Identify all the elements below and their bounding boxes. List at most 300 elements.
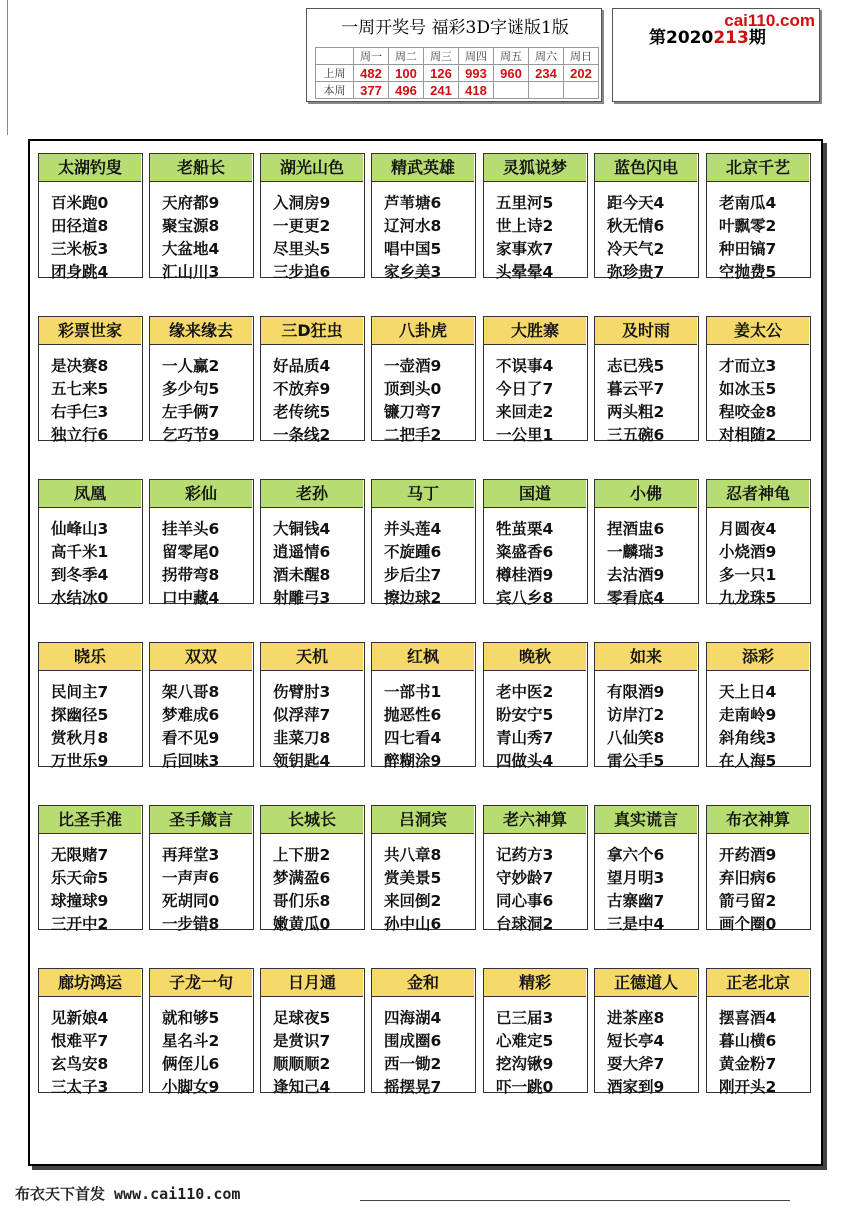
riddle-line: 梦满盈6 <box>273 869 331 887</box>
cell-author-title: 晚秋 <box>484 643 586 671</box>
riddle-line: 架八哥8 <box>162 683 220 701</box>
cell-author-title: 大胜寨 <box>484 317 586 345</box>
riddle-line: 是赏识7 <box>273 1032 331 1050</box>
cell-riddle-lines <box>51 518 108 610</box>
riddle-line: 唱中国5 <box>384 240 442 258</box>
cell-author-title: 双双 <box>150 643 252 671</box>
riddle-line: 多少句5 <box>162 380 220 398</box>
cell-author-title: 吕洞宾 <box>372 806 474 834</box>
cell-riddle-lines <box>384 844 441 936</box>
cell-riddle-lines <box>384 355 441 447</box>
riddle-line: 守妙龄7 <box>496 869 554 887</box>
riddle-line: 今日了7 <box>496 380 554 398</box>
result-number: 960 <box>494 65 529 82</box>
riddle-cell <box>149 968 254 1096</box>
cell-author-title: 精彩 <box>484 969 586 997</box>
riddle-line: 一条线2 <box>273 426 331 444</box>
cell-author-title: 小佛 <box>595 480 697 508</box>
riddle-line: 顶到头0 <box>384 380 442 398</box>
riddle-line: 嫩黄瓜0 <box>273 915 331 933</box>
result-number <box>494 82 529 99</box>
issue-panel <box>612 8 820 102</box>
riddle-line: 独立行6 <box>51 426 109 444</box>
cell-author-title: 正老北京 <box>707 969 809 997</box>
cell-riddle-lines <box>496 518 553 610</box>
riddle-line: 民间主7 <box>51 683 109 701</box>
this-week-row <box>316 82 599 99</box>
weekly-results-table <box>315 47 599 99</box>
riddle-line: 韭菜刀8 <box>273 729 331 747</box>
riddle-line: 不旋踵6 <box>384 543 442 561</box>
riddle-line: 拿六个6 <box>607 846 665 864</box>
riddle-line: 抛恶性6 <box>384 706 442 724</box>
riddle-cell <box>149 153 254 281</box>
riddle-line: 醉糊涂9 <box>384 752 442 770</box>
riddle-cell <box>260 153 365 281</box>
riddle-line: 俩侄儿6 <box>162 1055 220 1073</box>
riddle-line: 玄鸟安8 <box>51 1055 109 1073</box>
riddle-line: 乞巧节9 <box>162 426 220 444</box>
riddle-line: 后回味3 <box>162 752 220 770</box>
riddle-line: 恨难平7 <box>51 1032 109 1050</box>
cell-riddle-lines <box>51 1007 108 1099</box>
riddle-line: 一人赢2 <box>162 357 220 375</box>
cell-author-title: 老六神算 <box>484 806 586 834</box>
cell-author-title: 及时雨 <box>595 317 697 345</box>
riddle-cell <box>38 153 143 281</box>
riddle-line: 有限酒9 <box>607 683 665 701</box>
riddle-line: 开药酒9 <box>719 846 777 864</box>
riddle-cell <box>149 642 254 770</box>
cell-riddle-lines <box>51 355 108 447</box>
riddle-line: 四做头4 <box>496 752 554 770</box>
riddle-line: 逢知己4 <box>273 1078 331 1096</box>
riddle-line: 粢盛香6 <box>496 543 554 561</box>
riddle-cell <box>594 968 699 1096</box>
riddle-line: 老传统5 <box>273 403 331 421</box>
riddle-line: 弃旧病6 <box>719 869 777 887</box>
riddle-line: 弥珍贵7 <box>607 263 665 281</box>
riddle-line: 一声声6 <box>162 869 220 887</box>
riddle-line: 三是中4 <box>607 915 665 933</box>
cell-author-title: 姜太公 <box>707 317 809 345</box>
riddle-line: 距今天4 <box>607 194 665 212</box>
cell-author-title: 子龙一句 <box>150 969 252 997</box>
riddle-line: 赏秋月8 <box>51 729 109 747</box>
cell-author-title: 日月通 <box>261 969 363 997</box>
riddle-cell <box>371 153 476 281</box>
weekly-results-panel <box>306 8 602 102</box>
riddle-line: 尽里头5 <box>273 240 331 258</box>
riddle-line: 不误事4 <box>496 357 554 375</box>
riddle-line: 酒未醒8 <box>273 566 331 584</box>
cell-author-title: 晓乐 <box>39 643 141 671</box>
riddle-cell <box>260 805 365 933</box>
cell-riddle-lines <box>273 355 330 447</box>
left-margin-line <box>0 0 8 135</box>
riddle-line: 去沽酒9 <box>607 566 665 584</box>
riddle-line: 一部书1 <box>384 683 442 701</box>
riddle-line: 辽河水8 <box>384 217 442 235</box>
cell-author-title: 精武英雄 <box>372 154 474 182</box>
riddle-line: 四海湖4 <box>384 1009 442 1027</box>
riddle-line: 左手俩7 <box>162 403 220 421</box>
cell-riddle-lines <box>273 1007 330 1099</box>
cell-author-title: 天机 <box>261 643 363 671</box>
cell-author-title: 正德道人 <box>595 969 697 997</box>
cell-author-title: 金和 <box>372 969 474 997</box>
cell-author-title: 国道 <box>484 480 586 508</box>
cell-author-title: 缘来缘去 <box>150 317 252 345</box>
riddle-line: 家乡美3 <box>384 263 442 281</box>
days-row <box>316 48 599 65</box>
day-header: 周一 <box>354 48 389 65</box>
riddle-line: 好品质4 <box>273 357 331 375</box>
cell-author-title: 八卦虎 <box>372 317 474 345</box>
riddle-cell <box>149 805 254 933</box>
cell-author-title: 廊坊鸿运 <box>39 969 141 997</box>
cell-riddle-lines <box>607 681 664 773</box>
riddle-line: 口中藏4 <box>162 589 220 607</box>
riddle-line: 樽桂酒9 <box>496 566 554 584</box>
riddle-line: 空抛费5 <box>719 263 777 281</box>
cell-riddle-lines <box>719 1007 776 1099</box>
cell-author-title: 凤凰 <box>39 480 141 508</box>
riddle-line: 仙峰山3 <box>51 520 109 538</box>
riddle-cell <box>38 479 143 607</box>
riddle-line: 五七来5 <box>51 380 109 398</box>
cell-riddle-lines <box>496 192 553 284</box>
riddle-line: 见新娘4 <box>51 1009 109 1027</box>
riddle-line: 零看底4 <box>607 589 665 607</box>
riddle-line: 青山秀7 <box>496 729 554 747</box>
riddle-cell <box>260 479 365 607</box>
riddle-line: 盼安宁5 <box>496 706 554 724</box>
riddle-line: 三太子3 <box>51 1078 109 1096</box>
riddle-cell <box>483 479 588 607</box>
riddle-line: 黄金粉7 <box>719 1055 777 1073</box>
riddle-cell <box>149 479 254 607</box>
cell-author-title: 灵狐说梦 <box>484 154 586 182</box>
riddle-line: 挖沟锹9 <box>496 1055 554 1073</box>
riddle-cell <box>594 642 699 770</box>
cell-riddle-lines <box>162 681 219 773</box>
riddle-line: 汇山川3 <box>162 263 220 281</box>
cell-author-title: 添彩 <box>707 643 809 671</box>
riddle-line: 九龙珠5 <box>719 589 777 607</box>
riddle-line: 射雕弓3 <box>273 589 331 607</box>
corner-cell <box>316 48 354 65</box>
riddle-cell <box>706 479 811 607</box>
cell-author-title: 忍者神龟 <box>707 480 809 508</box>
row-label: 本周 <box>316 82 354 99</box>
result-number: 100 <box>389 65 424 82</box>
riddle-line: 上下册2 <box>273 846 331 864</box>
riddle-line: 头晕晕4 <box>496 263 554 281</box>
riddle-cell <box>371 642 476 770</box>
riddle-line: 一壶酒9 <box>384 357 442 375</box>
cell-riddle-lines <box>384 518 441 610</box>
riddle-line: 并头莲4 <box>384 520 442 538</box>
issue-prefix: 第2020 <box>649 28 714 48</box>
riddle-line: 访岸汀2 <box>607 706 665 724</box>
riddle-line: 老中医2 <box>496 683 554 701</box>
cell-author-title: 马丁 <box>372 480 474 508</box>
riddle-cell <box>594 805 699 933</box>
cell-author-title: 湖光山色 <box>261 154 363 182</box>
riddle-line: 小脚女9 <box>162 1078 220 1096</box>
riddle-line: 再拜堂3 <box>162 846 220 864</box>
cell-riddle-lines <box>162 518 219 610</box>
day-header: 周日 <box>564 48 599 65</box>
cell-riddle-lines <box>719 844 776 936</box>
cell-author-title: 北京千艺 <box>707 154 809 182</box>
cell-author-title: 布衣神算 <box>707 806 809 834</box>
riddle-line: 小烧酒9 <box>719 543 777 561</box>
riddle-line: 画个圈0 <box>719 915 777 933</box>
riddle-line: 程咬金8 <box>719 403 777 421</box>
cell-riddle-lines <box>496 355 553 447</box>
riddle-cell <box>260 316 365 444</box>
day-header: 周四 <box>459 48 494 65</box>
riddle-line: 哥们乐8 <box>273 892 331 910</box>
riddle-line: 田径道8 <box>51 217 109 235</box>
result-number <box>529 82 564 99</box>
riddle-line: 一麟瑞3 <box>607 543 665 561</box>
riddle-line: 二把手2 <box>384 426 442 444</box>
riddle-line: 镰刀弯7 <box>384 403 442 421</box>
riddle-line: 赏美景5 <box>384 869 442 887</box>
footer-credit[interactable]: 布衣天下首发 www.cai110.com <box>15 1185 241 1203</box>
riddle-line: 万世乐9 <box>51 752 109 770</box>
riddle-line: 家事欢7 <box>496 240 554 258</box>
riddle-line: 西一锄2 <box>384 1055 442 1073</box>
riddle-cell <box>38 805 143 933</box>
riddle-line: 看不见9 <box>162 729 220 747</box>
riddle-line: 斜角线3 <box>719 729 777 747</box>
riddle-line: 吓一跳0 <box>496 1078 554 1096</box>
riddle-cell <box>594 153 699 281</box>
riddle-line: 擦边球2 <box>384 589 442 607</box>
cell-riddle-lines <box>496 1007 553 1099</box>
riddle-line: 足球夜5 <box>273 1009 331 1027</box>
riddle-line: 月圆夜4 <box>719 520 777 538</box>
riddle-line: 三米板3 <box>51 240 109 258</box>
riddle-line: 八仙笑8 <box>607 729 665 747</box>
cell-author-title: 三D狂虫 <box>261 317 363 345</box>
riddle-cell <box>706 805 811 933</box>
cell-author-title: 彩票世家 <box>39 317 141 345</box>
riddle-cell <box>706 968 811 1096</box>
riddle-line: 三开中2 <box>51 915 109 933</box>
riddle-line: 来回走2 <box>496 403 554 421</box>
riddle-line: 同心事6 <box>496 892 554 910</box>
riddle-cell <box>483 153 588 281</box>
riddle-line: 酒家到9 <box>607 1078 665 1096</box>
cell-riddle-lines <box>273 192 330 284</box>
riddle-line: 拐带弯8 <box>162 566 220 584</box>
riddle-cell <box>38 316 143 444</box>
cell-riddle-lines <box>51 192 108 284</box>
cell-riddle-lines <box>384 1007 441 1099</box>
last-week-row <box>316 65 599 82</box>
riddle-line: 四七看4 <box>384 729 442 747</box>
riddle-line: 步后尘7 <box>384 566 442 584</box>
cell-author-title: 太湖钓叟 <box>39 154 141 182</box>
riddle-line: 叶飘零2 <box>719 217 777 235</box>
riddle-line: 世上诗2 <box>496 217 554 235</box>
cell-riddle-lines <box>162 192 219 284</box>
riddle-cell <box>706 642 811 770</box>
riddle-line: 三五碗6 <box>607 426 665 444</box>
riddle-line: 芦苇塘6 <box>384 194 442 212</box>
riddle-line: 顺顺顺2 <box>273 1055 331 1073</box>
result-number: 496 <box>389 82 424 99</box>
cell-author-title: 老船长 <box>150 154 252 182</box>
riddle-line: 到冬季4 <box>51 566 109 584</box>
riddle-line: 宾八乡8 <box>496 589 554 607</box>
riddle-line: 三步追6 <box>273 263 331 281</box>
riddle-line: 种田镐7 <box>719 240 777 258</box>
riddle-line: 就和够5 <box>162 1009 220 1027</box>
riddle-cell <box>594 316 699 444</box>
riddle-line: 暮山横6 <box>719 1032 777 1050</box>
riddle-cell <box>483 642 588 770</box>
riddle-line: 一步错8 <box>162 915 220 933</box>
cell-riddle-lines <box>273 681 330 773</box>
cell-author-title: 比圣手准 <box>39 806 141 834</box>
cell-author-title: 老孙 <box>261 480 363 508</box>
day-header: 周二 <box>389 48 424 65</box>
riddle-line: 伤臂肘3 <box>273 683 331 701</box>
cell-riddle-lines <box>607 844 664 936</box>
riddle-line: 暮云平7 <box>607 380 665 398</box>
riddle-line: 似浮萍7 <box>273 706 331 724</box>
cell-riddle-lines <box>719 355 776 447</box>
cell-riddle-lines <box>273 518 330 610</box>
riddle-line: 大铜钱4 <box>273 520 331 538</box>
cell-riddle-lines <box>384 681 441 773</box>
riddle-line: 五里河5 <box>496 194 554 212</box>
riddle-line: 围成圈6 <box>384 1032 442 1050</box>
result-number <box>564 82 599 99</box>
riddle-cell <box>38 968 143 1096</box>
riddle-cell <box>706 153 811 281</box>
riddle-cell <box>594 479 699 607</box>
riddle-line: 高千米1 <box>51 543 109 561</box>
cell-author-title: 蓝色闪电 <box>595 154 697 182</box>
riddle-line: 刚开头2 <box>719 1078 777 1096</box>
riddle-cell <box>260 968 365 1096</box>
cell-riddle-lines <box>719 681 776 773</box>
riddle-line: 聚宝源8 <box>162 217 220 235</box>
riddle-line: 雷公手5 <box>607 752 665 770</box>
issue-number <box>649 23 766 48</box>
result-number: 202 <box>564 65 599 82</box>
cell-author-title: 真实谎言 <box>595 806 697 834</box>
riddle-grid-frame <box>28 139 823 1166</box>
riddle-line: 摇摆晃7 <box>384 1078 442 1096</box>
day-header: 周三 <box>424 48 459 65</box>
riddle-cell <box>371 805 476 933</box>
riddle-line: 多一只1 <box>719 566 777 584</box>
riddle-line: 领钥匙4 <box>273 752 331 770</box>
riddle-cell <box>483 968 588 1096</box>
riddle-line: 记药方3 <box>496 846 554 864</box>
riddle-line: 一公里1 <box>496 426 554 444</box>
cell-riddle-lines <box>719 518 776 610</box>
cell-riddle-lines <box>607 192 664 284</box>
riddle-cell <box>38 642 143 770</box>
riddle-cell <box>260 642 365 770</box>
cell-riddle-lines <box>719 192 776 284</box>
cell-riddle-lines <box>162 844 219 936</box>
riddle-line: 古寨幽7 <box>607 892 665 910</box>
riddle-line: 志已残5 <box>607 357 665 375</box>
site-logo-text[interactable]: cai110.com <box>724 11 815 30</box>
riddle-cell <box>483 805 588 933</box>
day-header: 周六 <box>529 48 564 65</box>
riddle-cell <box>706 316 811 444</box>
issue-number-red: 213 <box>713 28 749 48</box>
riddle-line: 挂羊头6 <box>162 520 220 538</box>
result-number: 234 <box>529 65 564 82</box>
result-number: 377 <box>354 82 389 99</box>
cell-author-title: 红枫 <box>372 643 474 671</box>
day-header: 周五 <box>494 48 529 65</box>
riddle-line: 来回倒2 <box>384 892 442 910</box>
riddle-line: 箭弓留2 <box>719 892 777 910</box>
riddle-line: 短长亭4 <box>607 1032 665 1050</box>
cell-author-title: 长城长 <box>261 806 363 834</box>
cell-riddle-lines <box>607 1007 664 1099</box>
cell-riddle-lines <box>162 355 219 447</box>
cell-author-title: 如来 <box>595 643 697 671</box>
result-number: 418 <box>459 82 494 99</box>
riddle-line: 摆喜酒4 <box>719 1009 777 1027</box>
riddle-cell <box>371 479 476 607</box>
riddle-line: 已三届3 <box>496 1009 554 1027</box>
riddle-line: 孙中山6 <box>384 915 442 933</box>
result-number: 482 <box>354 65 389 82</box>
cell-riddle-lines <box>162 1007 219 1099</box>
result-number: 993 <box>459 65 494 82</box>
riddle-line: 水结冰0 <box>51 589 109 607</box>
cell-author-title: 彩仙 <box>150 480 252 508</box>
riddle-line: 两头粗2 <box>607 403 665 421</box>
riddle-line: 望月明3 <box>607 869 665 887</box>
cell-riddle-lines <box>607 355 664 447</box>
riddle-line: 百米跑0 <box>51 194 109 212</box>
cell-riddle-lines <box>384 192 441 284</box>
riddle-line: 右手仨3 <box>51 403 109 421</box>
cell-riddle-lines <box>273 844 330 936</box>
riddle-line: 探幽径5 <box>51 706 109 724</box>
cell-riddle-lines <box>496 681 553 773</box>
riddle-line: 球撞球9 <box>51 892 109 910</box>
riddle-line: 逍遥情6 <box>273 543 331 561</box>
riddle-line: 天府都9 <box>162 194 220 212</box>
riddle-cell <box>483 316 588 444</box>
result-number: 241 <box>424 82 459 99</box>
riddle-line: 冷天气2 <box>607 240 665 258</box>
riddle-cell <box>371 968 476 1096</box>
riddle-line: 老南瓜4 <box>719 194 777 212</box>
cell-riddle-lines <box>51 844 108 936</box>
riddle-line: 是决赛8 <box>51 357 109 375</box>
riddle-cell <box>149 316 254 444</box>
riddle-line: 大盆地4 <box>162 240 220 258</box>
